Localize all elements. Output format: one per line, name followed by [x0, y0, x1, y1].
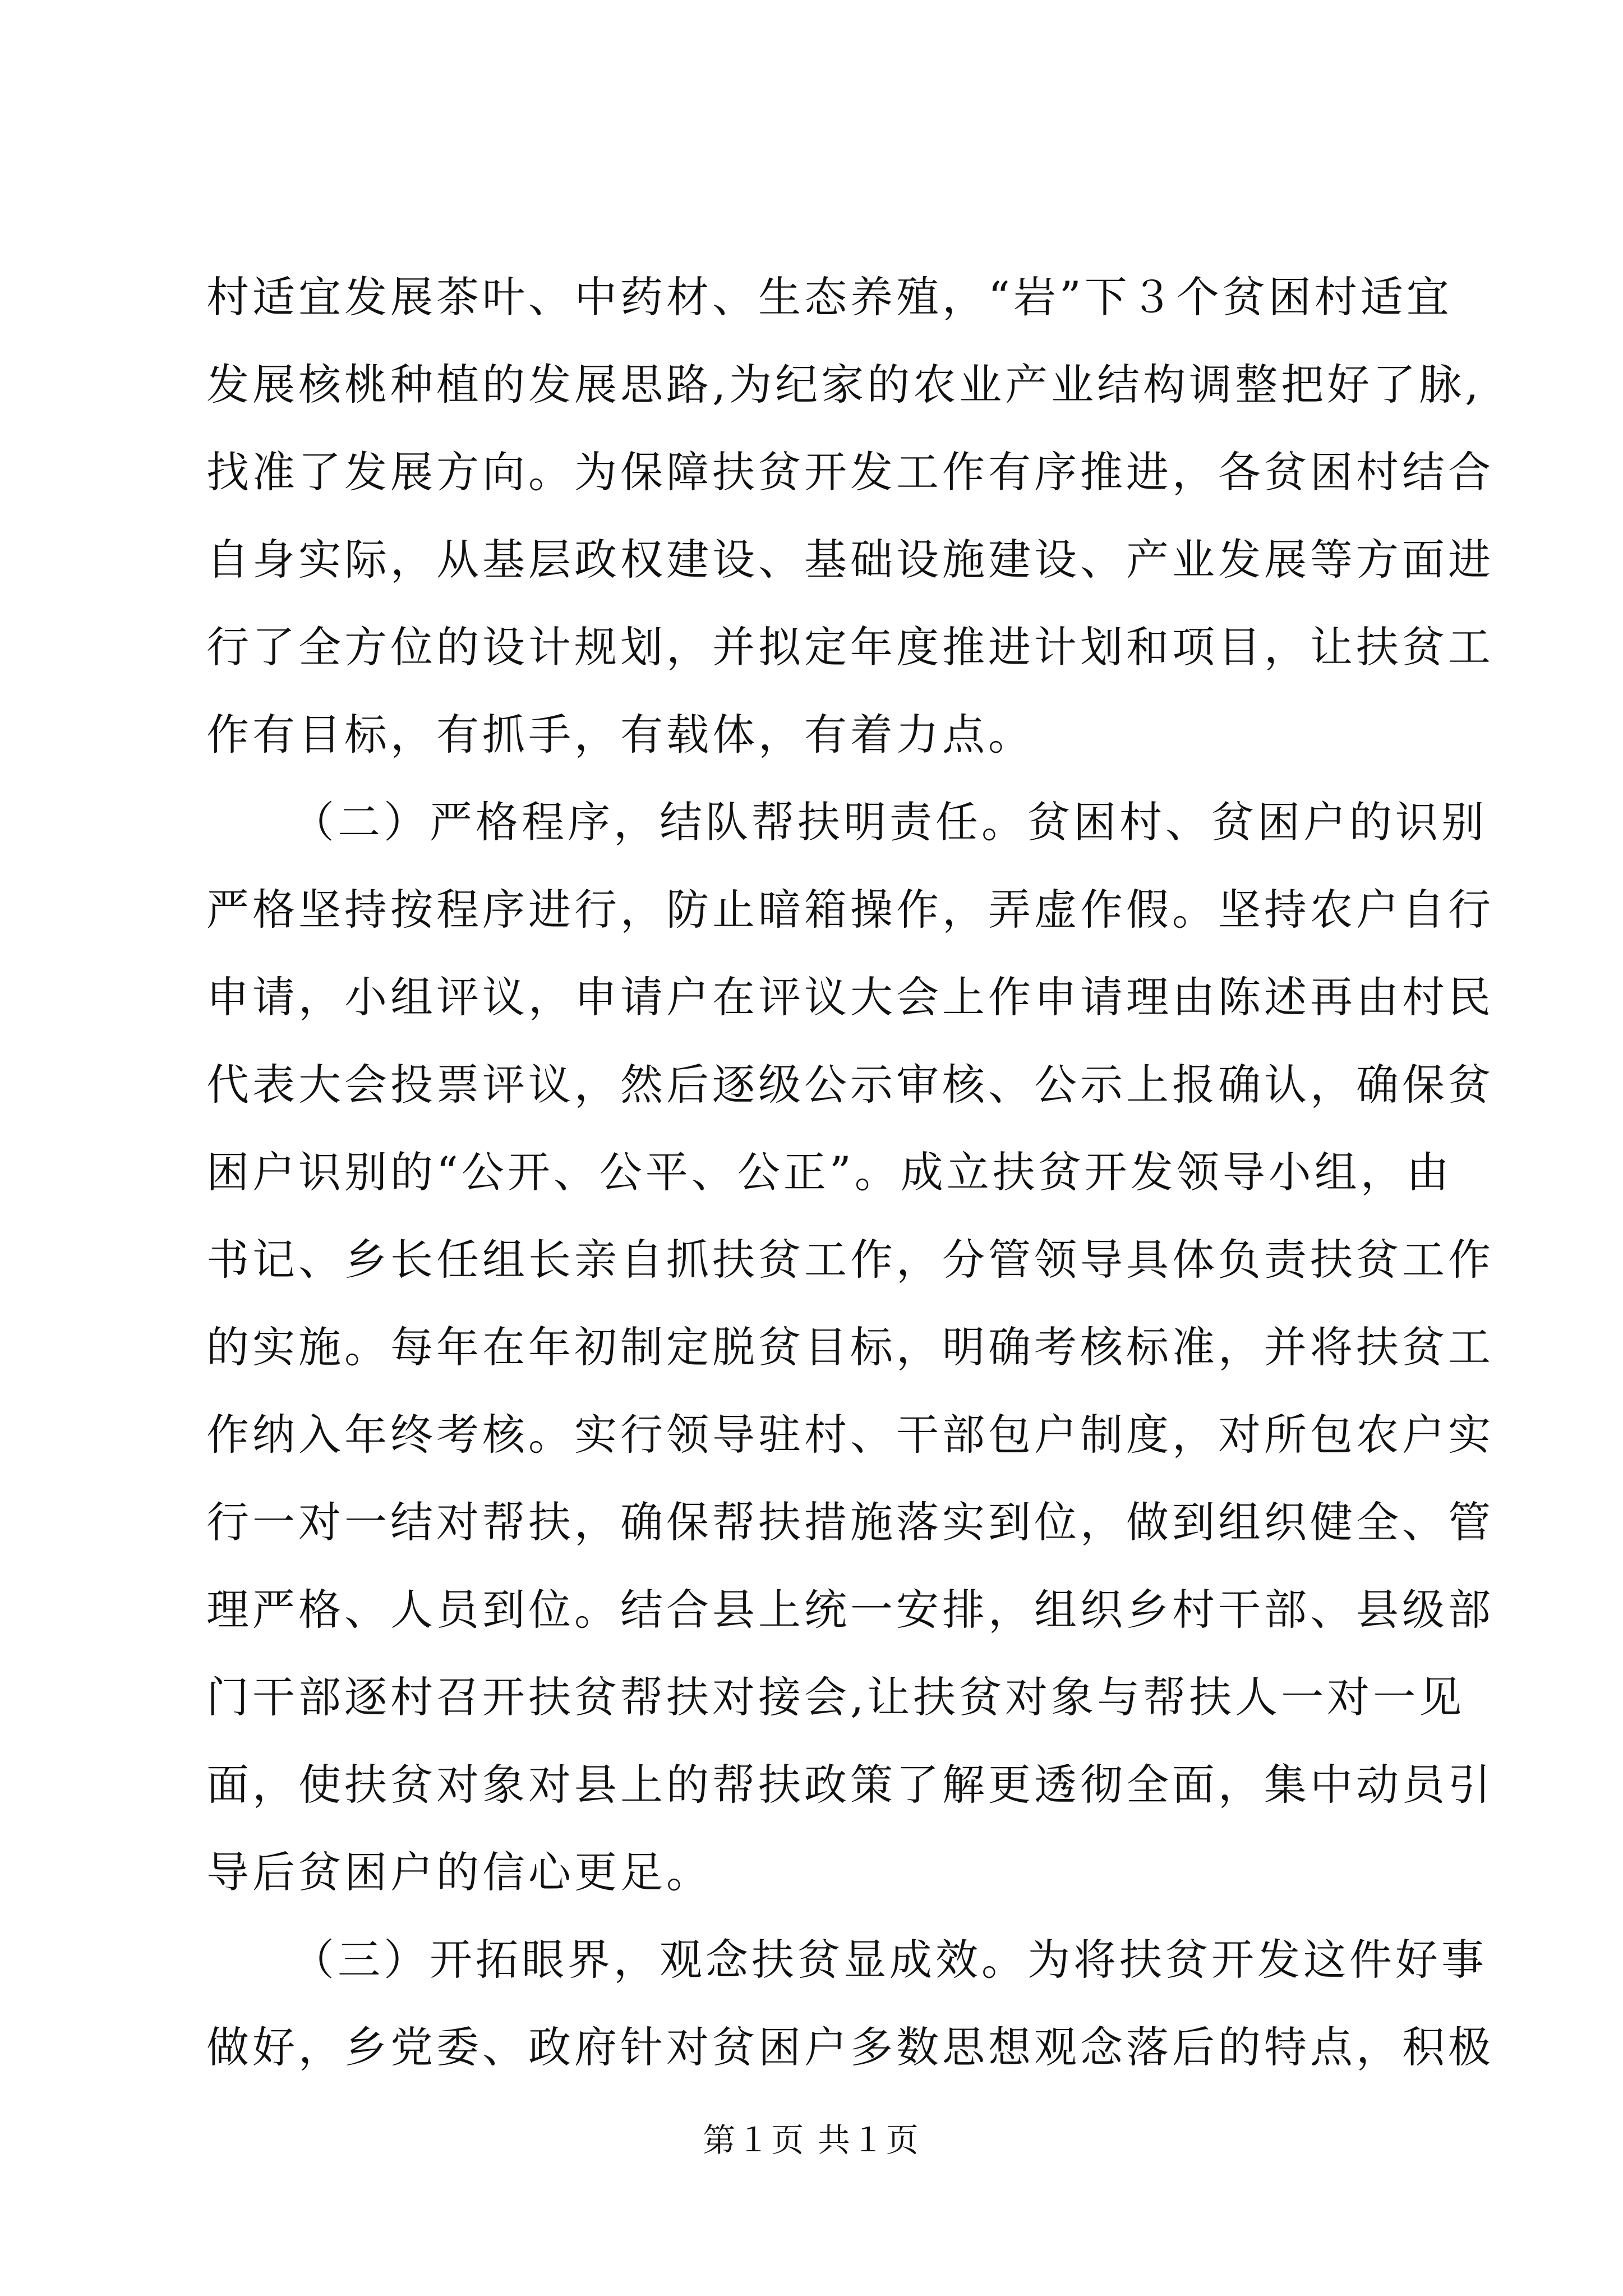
paragraph-first-line: （二）严格程序，结队帮扶明责任。贫困村、贫困户的识别: [292, 797, 1487, 847]
text-line: 自身实际，从基层政权建设、基础设施建设、产业发展等方面进: [206, 535, 1494, 585]
paragraph-first-line: （三）开拓眼界，观念扶贫显成效。为将扶贫开发这件好事: [292, 1935, 1487, 1985]
text-line: 申请，小组评议，申请户在评议大会上作申请理由陈述再由村民: [206, 972, 1494, 1022]
text-line: 门干部逐村召开扶贫帮扶对接会,让扶贫对象与帮扶人一对一见: [206, 1672, 1465, 1722]
text-line: 做好，乡党委、政府针对贫困户多数思想观念落后的特点，积极: [206, 2022, 1494, 2072]
text-line: 行一对一结对帮扶，确保帮扶措施落实到位，做到组织健全、管: [206, 1497, 1494, 1547]
text-line: 严格坚持按程序进行，防止暗箱操作，弄虚作假。坚持农户自行: [206, 885, 1494, 935]
text-line: 面，使扶贫对象对县上的帮扶政策了解更透彻全面，集中动员引: [206, 1760, 1494, 1810]
text-line: 导后贫困户的信心更足。: [206, 1847, 712, 1897]
text-line: 找准了发展方向。为保障扶贫开发工作有序推进，各贫困村结合: [206, 447, 1494, 497]
text-line: 村适宜发展茶叶、中药材、生态养殖，“岩”下３个贫困村适宜: [206, 272, 1453, 322]
text-line: 行了全方位的设计规划，并拟定年度推进计划和项目，让扶贫工: [206, 622, 1494, 672]
page-footer: 第１页 共１页: [703, 2121, 920, 2159]
text-line: 代表大会投票评议，然后逐级公示审核、公示上报确认，确保贫: [206, 1060, 1494, 1110]
text-line: 作有目标，有抓手，有载体，有着力点。: [206, 710, 1034, 760]
text-line: 发展核桃种植的发展思路,为纪家的农业产业结构调整把好了脉,: [206, 360, 1482, 409]
text-line: 的实施。每年在年初制定脱贫目标，明确考核标准，并将扶贫工: [206, 1322, 1494, 1372]
text-line: 困户识别的“公开、公平、公正”。成立扶贫开发领导小组，由: [206, 1147, 1453, 1197]
text-line: 书记、乡长任组长亲自抓扶贫工作，分管领导具体负责扶贫工作: [206, 1235, 1494, 1285]
document-body: [206, 254, 1494, 2091]
text-line: 理严格、人员到位。结合县上统一安排，组织乡村干部、县级部: [206, 1585, 1494, 1635]
text-line: 作纳入年终考核。实行领导驻村、干部包户制度，对所包农户实: [206, 1410, 1494, 1460]
